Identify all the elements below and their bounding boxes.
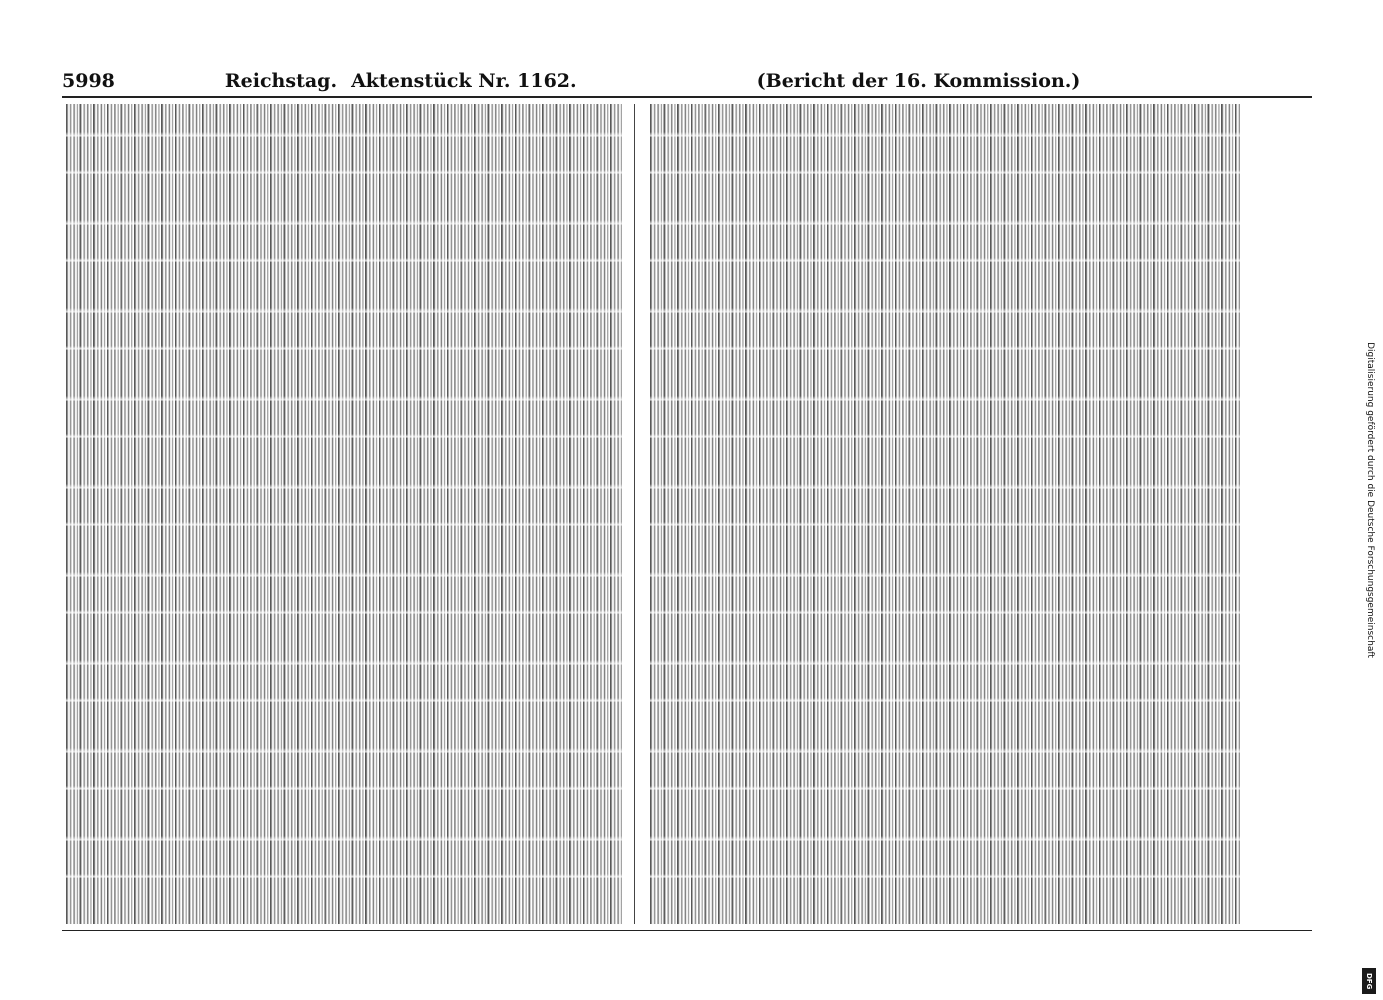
page-number: 5998 [62,70,115,92]
footer-rule [62,930,1312,931]
text-column-right [650,104,1240,924]
digitization-credit: Digitalisierung gefördert durch die Deutsche Forschungsgemeinschaft [1365,342,1375,658]
text-column-left [66,104,622,924]
column-divider [634,104,635,924]
header-report-label: (Bericht der 16. Kommission.) [756,70,1081,92]
header-rule [62,96,1312,98]
header-title: Reichstag. [224,70,338,92]
dfg-logo-icon: DFG [1362,968,1376,994]
header-document-number: Aktenstück Nr. 1162. [351,70,577,92]
page-header [62,70,1312,92]
